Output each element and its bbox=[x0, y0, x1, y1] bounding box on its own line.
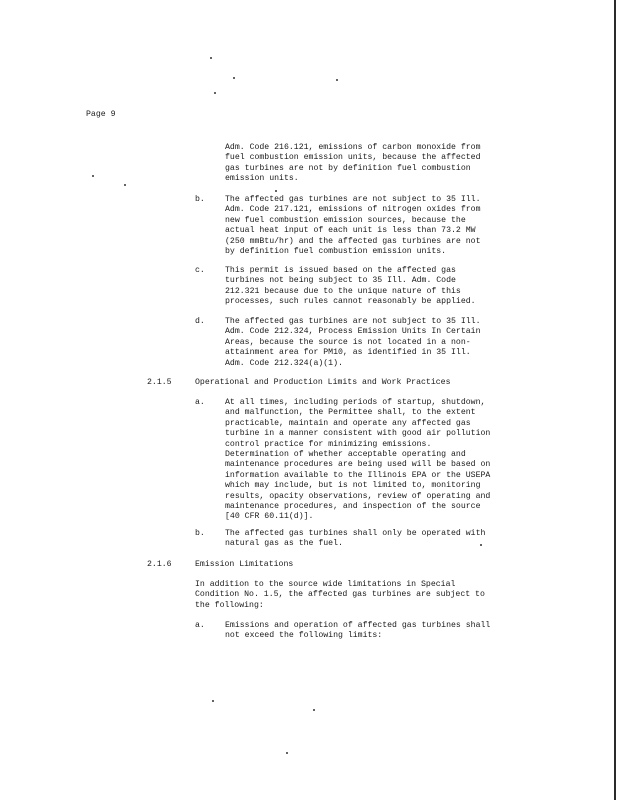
scan-speck bbox=[124, 184, 126, 186]
section-number-2-1-6: 2.1.6 bbox=[147, 560, 172, 569]
section-title-2-1-5: Operational and Production Limits and Work Practices bbox=[195, 378, 451, 387]
scan-speck bbox=[275, 190, 277, 192]
item-marker-d: d. bbox=[195, 317, 205, 326]
item-marker-c: c. bbox=[195, 266, 205, 275]
section-number-2-1-5: 2.1.5 bbox=[147, 378, 172, 387]
item-text-c: This permit is issued based on the affected gas turbines not being subject to 35 Ill. Adm. Code 212.321 because due to the unique nature of this processes, such rules cannot reasonably be applied. bbox=[225, 266, 476, 307]
scan-edge-line bbox=[614, 0, 616, 800]
item-marker-b: b. bbox=[195, 195, 205, 204]
item-text-d: The affected gas turbines are not subject to 35 Ill. Adm. Code 212.324, Process Emission Units In Certain Areas, because the source is not located in a non- attainment area for PM10, as identified in 35 Ill. Adm. Code 212.324(a)(1). bbox=[225, 317, 481, 368]
item-marker-b: b. bbox=[195, 529, 205, 538]
item-text-a: Emissions and operation of affected gas turbines shall not exceed the following limits: bbox=[225, 621, 491, 641]
scan-speck bbox=[214, 92, 216, 94]
section-title-2-1-6: Emission Limitations bbox=[195, 560, 294, 569]
scan-speck bbox=[92, 175, 94, 177]
section-intro-2-1-6: In addition to the source wide limitations in Special Condition No. 1.5, the affected gas turbines are subject to the following: bbox=[195, 580, 485, 610]
scan-speck bbox=[212, 700, 214, 702]
scan-speck bbox=[210, 57, 212, 59]
item-marker-a: a. bbox=[195, 398, 205, 407]
scan-speck bbox=[286, 752, 288, 754]
continuation-paragraph: Adm. Code 216.121, emissions of carbon monoxide from fuel combustion emission units, because the affected gas turbines are not by definition fuel combustion emission units. bbox=[225, 143, 481, 184]
scan-speck bbox=[233, 77, 235, 79]
page-label: Page 9 bbox=[86, 110, 116, 119]
item-text-a: At all times, including periods of startup, shutdown, and malfunction, the Permittee shall, to the extent practicable, maintain and operate any affected gas turbine in a manner consistent with good air pollution control practice for minimizing emissions. Determination of whether acceptable operating and maintenance procedures are being used will be based on information available to the Illinois EPA or the USEPA which may include, but is not limited to, monitoring results, opacity observations, review of operating and maintenance procedures, and inspection of the source [40 CFR 60.11(d)]. bbox=[225, 398, 491, 522]
item-marker-a: a. bbox=[195, 621, 205, 630]
scan-speck bbox=[336, 79, 338, 81]
item-text-b: The affected gas turbines shall only be operated with natural gas as the fuel. bbox=[225, 529, 486, 549]
scan-speck bbox=[313, 709, 315, 711]
item-text-b: The affected gas turbines are not subject to 35 Ill. Adm. Code 217.121, emissions of nitrogen oxides from new fuel combustion emission sources, because the actual heat input of each unit is less than 73.2 MW (250 mmBtu/hr) and the affected gas turbines are not by definition fuel combustion emission units. bbox=[225, 195, 481, 257]
